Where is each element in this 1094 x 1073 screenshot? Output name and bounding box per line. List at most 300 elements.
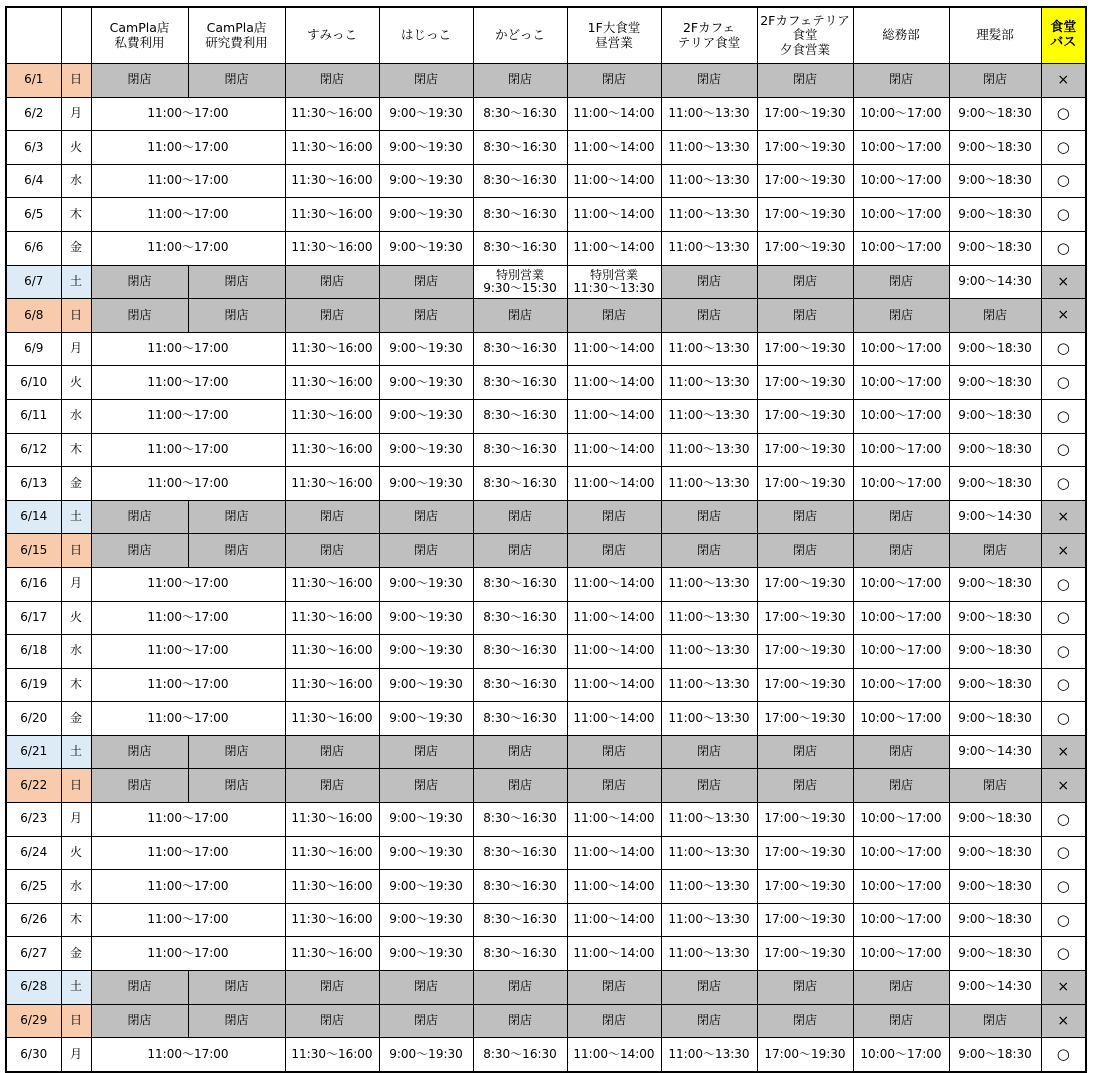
sumikko-hours-cell: 11:30〜16:00 xyxy=(285,903,379,937)
date-cell: 6/18 xyxy=(6,635,61,669)
bus-unavailable-cell: × xyxy=(1041,735,1086,769)
barber-hours-cell: 9:00〜18:30 xyxy=(949,97,1041,131)
table-row xyxy=(6,131,1086,165)
header-cafeteria-bus: 食堂 バス xyxy=(1041,7,1086,64)
bus-available-cell: ○ xyxy=(1041,668,1086,702)
kadokko-hours-cell: 閉店 xyxy=(473,500,567,534)
barber-hours-cell: 9:00〜18:30 xyxy=(949,803,1041,837)
weekday-cell: 木 xyxy=(61,433,91,467)
weekday-cell: 月 xyxy=(61,1038,91,1072)
bus-unavailable-cell: × xyxy=(1041,534,1086,568)
2f-cafeteria-dinner-hours-cell: 閉店 xyxy=(757,971,853,1005)
general-affairs-hours-cell: 10:00〜17:00 xyxy=(853,131,949,165)
hajikko-hours-cell: 9:00〜19:30 xyxy=(379,97,473,131)
weekday-cell: 水 xyxy=(61,870,91,904)
barber-hours-cell: 9:00〜18:30 xyxy=(949,937,1041,971)
2f-cafeteria-dinner-hours-cell: 17:00〜19:30 xyxy=(757,803,853,837)
table-row xyxy=(6,467,1086,501)
date-cell: 6/29 xyxy=(6,1004,61,1038)
bus-available-cell: ○ xyxy=(1041,399,1086,433)
sumikko-hours-cell: 11:30〜16:00 xyxy=(285,1038,379,1072)
date-cell: 6/6 xyxy=(6,231,61,265)
2f-cafeteria-dinner-hours-cell: 閉店 xyxy=(757,265,853,299)
general-affairs-hours-cell: 閉店 xyxy=(853,265,949,299)
weekday-cell: 日 xyxy=(61,769,91,803)
general-affairs-hours-cell: 10:00〜17:00 xyxy=(853,399,949,433)
barber-hours-cell: 9:00〜18:30 xyxy=(949,567,1041,601)
hajikko-hours-cell: 9:00〜19:30 xyxy=(379,131,473,165)
2f-cafeteria-hours-cell: 11:00〜13:30 xyxy=(661,903,757,937)
sumikko-hours-cell: 閉店 xyxy=(285,971,379,1005)
hajikko-hours-cell: 9:00〜19:30 xyxy=(379,1038,473,1072)
header-2f-cafeteria: 2Fカフェ テリア食堂 xyxy=(661,7,757,64)
campla-research-hours-cell: 閉店 xyxy=(188,64,285,98)
2f-cafeteria-hours-cell: 11:00〜13:30 xyxy=(661,635,757,669)
campla-research-hours-cell: 閉店 xyxy=(188,500,285,534)
bus-available-cell: ○ xyxy=(1041,231,1086,265)
1f-cafeteria-hours-cell: 11:00〜14:00 xyxy=(567,668,661,702)
kadokko-hours-cell: 8:30〜16:30 xyxy=(473,332,567,366)
weekday-cell: 日 xyxy=(61,299,91,333)
kadokko-hours-cell: 8:30〜16:30 xyxy=(473,131,567,165)
kadokko-hours-cell: 8:30〜16:30 xyxy=(473,903,567,937)
barber-hours-cell: 9:00〜18:30 xyxy=(949,131,1041,165)
2f-cafeteria-hours-cell: 11:00〜13:30 xyxy=(661,399,757,433)
date-cell: 6/5 xyxy=(6,198,61,232)
1f-cafeteria-hours-cell: 11:00〜14:00 xyxy=(567,198,661,232)
kadokko-hours-cell: 8:30〜16:30 xyxy=(473,1038,567,1072)
2f-cafeteria-hours-cell: 11:00〜13:30 xyxy=(661,231,757,265)
barber-hours-cell: 9:00〜18:30 xyxy=(949,635,1041,669)
2f-cafeteria-hours-cell: 11:00〜13:30 xyxy=(661,332,757,366)
2f-cafeteria-dinner-hours-cell: 17:00〜19:30 xyxy=(757,1038,853,1072)
weekday-cell: 月 xyxy=(61,97,91,131)
campla-private-hours-cell: 閉店 xyxy=(91,735,188,769)
campla-private-hours-cell: 閉店 xyxy=(91,534,188,568)
2f-cafeteria-dinner-hours-cell: 17:00〜19:30 xyxy=(757,567,853,601)
table-row xyxy=(6,64,1086,98)
date-cell: 6/12 xyxy=(6,433,61,467)
hajikko-hours-cell: 9:00〜19:30 xyxy=(379,433,473,467)
header-campla-research: CamPla店 研究費利用 xyxy=(188,7,285,64)
sumikko-hours-cell: 11:30〜16:00 xyxy=(285,231,379,265)
hajikko-hours-cell: 9:00〜19:30 xyxy=(379,567,473,601)
general-affairs-hours-cell: 閉店 xyxy=(853,299,949,333)
sumikko-hours-cell: 11:30〜16:00 xyxy=(285,601,379,635)
sumikko-hours-cell: 11:30〜16:00 xyxy=(285,399,379,433)
table-row xyxy=(6,735,1086,769)
bus-unavailable-cell: × xyxy=(1041,1004,1086,1038)
barber-hours-cell: 閉店 xyxy=(949,299,1041,333)
kadokko-hours-cell: 8:30〜16:30 xyxy=(473,433,567,467)
header-sumikko: すみっこ xyxy=(285,7,379,64)
1f-cafeteria-hours-cell: 11:00〜14:00 xyxy=(567,131,661,165)
campla-research-hours-cell: 閉店 xyxy=(188,265,285,299)
1f-cafeteria-hours-cell: 閉店 xyxy=(567,1004,661,1038)
hajikko-hours-cell: 9:00〜19:30 xyxy=(379,635,473,669)
2f-cafeteria-dinner-hours-cell: 閉店 xyxy=(757,299,853,333)
table-row xyxy=(6,231,1086,265)
table-row xyxy=(6,164,1086,198)
1f-cafeteria-hours-cell: 11:00〜14:00 xyxy=(567,1038,661,1072)
campla-research-hours-cell: 閉店 xyxy=(188,1004,285,1038)
hajikko-hours-cell: 9:00〜19:30 xyxy=(379,332,473,366)
campla-hours-cell: 11:00〜17:00 xyxy=(91,131,285,165)
1f-cafeteria-hours-cell: 11:00〜14:00 xyxy=(567,601,661,635)
date-cell: 6/4 xyxy=(6,164,61,198)
header-day xyxy=(61,7,91,64)
general-affairs-hours-cell: 10:00〜17:00 xyxy=(853,366,949,400)
hajikko-hours-cell: 9:00〜19:30 xyxy=(379,937,473,971)
2f-cafeteria-hours-cell: 閉店 xyxy=(661,971,757,1005)
header-2f-cafeteria-dinner: 2Fカフェテリア 食堂 夕食営業 xyxy=(757,7,853,64)
campla-research-hours-cell: 閉店 xyxy=(188,769,285,803)
weekday-cell: 水 xyxy=(61,399,91,433)
date-cell: 6/23 xyxy=(6,803,61,837)
sumikko-hours-cell: 閉店 xyxy=(285,265,379,299)
hajikko-hours-cell: 閉店 xyxy=(379,735,473,769)
header-barber: 理髪部 xyxy=(949,7,1041,64)
kadokko-hours-cell: 8:30〜16:30 xyxy=(473,601,567,635)
1f-cafeteria-hours-cell: 閉店 xyxy=(567,500,661,534)
barber-hours-cell: 9:00〜18:30 xyxy=(949,903,1041,937)
schedule-container xyxy=(5,6,1087,1073)
table-row xyxy=(6,668,1086,702)
2f-cafeteria-hours-cell: 閉店 xyxy=(661,769,757,803)
sumikko-hours-cell: 11:30〜16:00 xyxy=(285,433,379,467)
1f-cafeteria-hours-cell: 11:00〜14:00 xyxy=(567,231,661,265)
table-row xyxy=(6,601,1086,635)
1f-cafeteria-hours-cell: 11:00〜14:00 xyxy=(567,433,661,467)
hajikko-hours-cell: 閉店 xyxy=(379,534,473,568)
general-affairs-hours-cell: 10:00〜17:00 xyxy=(853,937,949,971)
2f-cafeteria-dinner-hours-cell: 17:00〜19:30 xyxy=(757,366,853,400)
kadokko-hours-cell: 8:30〜16:30 xyxy=(473,97,567,131)
2f-cafeteria-dinner-hours-cell: 17:00〜19:30 xyxy=(757,164,853,198)
sumikko-hours-cell: 閉店 xyxy=(285,769,379,803)
table-row xyxy=(6,567,1086,601)
general-affairs-hours-cell: 10:00〜17:00 xyxy=(853,1038,949,1072)
2f-cafeteria-dinner-hours-cell: 17:00〜19:30 xyxy=(757,702,853,736)
2f-cafeteria-hours-cell: 11:00〜13:30 xyxy=(661,668,757,702)
2f-cafeteria-hours-cell: 閉店 xyxy=(661,64,757,98)
campla-hours-cell: 11:00〜17:00 xyxy=(91,198,285,232)
sumikko-hours-cell: 11:30〜16:00 xyxy=(285,870,379,904)
2f-cafeteria-dinner-hours-cell: 17:00〜19:30 xyxy=(757,131,853,165)
weekday-cell: 土 xyxy=(61,265,91,299)
2f-cafeteria-dinner-hours-cell: 17:00〜19:30 xyxy=(757,937,853,971)
general-affairs-hours-cell: 10:00〜17:00 xyxy=(853,803,949,837)
1f-cafeteria-hours-cell: 11:00〜14:00 xyxy=(567,903,661,937)
sumikko-hours-cell: 11:30〜16:00 xyxy=(285,937,379,971)
2f-cafeteria-dinner-hours-cell: 17:00〜19:30 xyxy=(757,903,853,937)
table-row xyxy=(6,635,1086,669)
general-affairs-hours-cell: 10:00〜17:00 xyxy=(853,702,949,736)
bus-available-cell: ○ xyxy=(1041,870,1086,904)
2f-cafeteria-hours-cell: 11:00〜13:30 xyxy=(661,567,757,601)
general-affairs-hours-cell: 閉店 xyxy=(853,534,949,568)
date-cell: 6/30 xyxy=(6,1038,61,1072)
hajikko-hours-cell: 9:00〜19:30 xyxy=(379,198,473,232)
sumikko-hours-cell: 11:30〜16:00 xyxy=(285,567,379,601)
campla-hours-cell: 11:00〜17:00 xyxy=(91,231,285,265)
barber-hours-cell: 9:00〜18:30 xyxy=(949,164,1041,198)
sumikko-hours-cell: 閉店 xyxy=(285,299,379,333)
1f-cafeteria-hours-cell: 11:00〜14:00 xyxy=(567,332,661,366)
hajikko-hours-cell: 閉店 xyxy=(379,971,473,1005)
sumikko-hours-cell: 11:30〜16:00 xyxy=(285,131,379,165)
campla-hours-cell: 11:00〜17:00 xyxy=(91,567,285,601)
general-affairs-hours-cell: 閉店 xyxy=(853,971,949,1005)
bus-unavailable-cell: × xyxy=(1041,265,1086,299)
kadokko-hours-cell: 閉店 xyxy=(473,64,567,98)
campla-research-hours-cell: 閉店 xyxy=(188,534,285,568)
general-affairs-hours-cell: 10:00〜17:00 xyxy=(853,97,949,131)
barber-hours-cell: 閉店 xyxy=(949,769,1041,803)
kadokko-hours-cell: 閉店 xyxy=(473,534,567,568)
hajikko-hours-cell: 9:00〜19:30 xyxy=(379,399,473,433)
kadokko-hours-cell: 8:30〜16:30 xyxy=(473,836,567,870)
campla-hours-cell: 11:00〜17:00 xyxy=(91,366,285,400)
hajikko-hours-cell: 9:00〜19:30 xyxy=(379,803,473,837)
campla-hours-cell: 11:00〜17:00 xyxy=(91,433,285,467)
2f-cafeteria-dinner-hours-cell: 17:00〜19:30 xyxy=(757,870,853,904)
1f-cafeteria-hours-cell: 閉店 xyxy=(567,735,661,769)
2f-cafeteria-hours-cell: 11:00〜13:30 xyxy=(661,601,757,635)
barber-hours-cell: 9:00〜18:30 xyxy=(949,601,1041,635)
bus-available-cell: ○ xyxy=(1041,601,1086,635)
header-kadokko: かどっこ xyxy=(473,7,567,64)
bus-available-cell: ○ xyxy=(1041,803,1086,837)
campla-private-hours-cell: 閉店 xyxy=(91,971,188,1005)
hajikko-hours-cell: 9:00〜19:30 xyxy=(379,601,473,635)
weekday-cell: 土 xyxy=(61,735,91,769)
weekday-cell: 日 xyxy=(61,534,91,568)
campla-hours-cell: 11:00〜17:00 xyxy=(91,803,285,837)
table-row xyxy=(6,803,1086,837)
campla-hours-cell: 11:00〜17:00 xyxy=(91,836,285,870)
general-affairs-hours-cell: 閉店 xyxy=(853,64,949,98)
table-row xyxy=(6,265,1086,299)
sumikko-hours-cell: 11:30〜16:00 xyxy=(285,702,379,736)
weekday-cell: 日 xyxy=(61,1004,91,1038)
weekday-cell: 土 xyxy=(61,971,91,1005)
2f-cafeteria-hours-cell: 11:00〜13:30 xyxy=(661,467,757,501)
1f-cafeteria-hours-cell: 閉店 xyxy=(567,299,661,333)
bus-available-cell: ○ xyxy=(1041,332,1086,366)
weekday-cell: 金 xyxy=(61,231,91,265)
campla-research-hours-cell: 閉店 xyxy=(188,971,285,1005)
barber-hours-cell: 9:00〜14:30 xyxy=(949,500,1041,534)
table-row xyxy=(6,971,1086,1005)
sumikko-hours-cell: 閉店 xyxy=(285,64,379,98)
sumikko-hours-cell: 11:30〜16:00 xyxy=(285,366,379,400)
date-cell: 6/19 xyxy=(6,668,61,702)
2f-cafeteria-dinner-hours-cell: 17:00〜19:30 xyxy=(757,198,853,232)
general-affairs-hours-cell: 閉店 xyxy=(853,1004,949,1038)
header-hajikko: はじっこ xyxy=(379,7,473,64)
date-cell: 6/21 xyxy=(6,735,61,769)
1f-cafeteria-hours-cell: 11:00〜14:00 xyxy=(567,164,661,198)
table-row xyxy=(6,702,1086,736)
business-hours-table xyxy=(5,6,1087,1073)
bus-available-cell: ○ xyxy=(1041,366,1086,400)
kadokko-hours-cell: 8:30〜16:30 xyxy=(473,937,567,971)
2f-cafeteria-dinner-hours-cell: 17:00〜19:30 xyxy=(757,399,853,433)
2f-cafeteria-dinner-hours-cell: 17:00〜19:30 xyxy=(757,467,853,501)
hajikko-hours-cell: 閉店 xyxy=(379,265,473,299)
hajikko-hours-cell: 閉店 xyxy=(379,64,473,98)
campla-hours-cell: 11:00〜17:00 xyxy=(91,870,285,904)
hajikko-hours-cell: 9:00〜19:30 xyxy=(379,366,473,400)
2f-cafeteria-hours-cell: 閉店 xyxy=(661,534,757,568)
1f-cafeteria-hours-cell: 閉店 xyxy=(567,769,661,803)
campla-private-hours-cell: 閉店 xyxy=(91,299,188,333)
general-affairs-hours-cell: 閉店 xyxy=(853,769,949,803)
weekday-cell: 木 xyxy=(61,198,91,232)
bus-available-cell: ○ xyxy=(1041,467,1086,501)
hajikko-hours-cell: 9:00〜19:30 xyxy=(379,702,473,736)
bus-unavailable-cell: × xyxy=(1041,299,1086,333)
table-row xyxy=(6,198,1086,232)
campla-research-hours-cell: 閉店 xyxy=(188,735,285,769)
weekday-cell: 木 xyxy=(61,668,91,702)
bus-available-cell: ○ xyxy=(1041,198,1086,232)
hajikko-hours-cell: 9:00〜19:30 xyxy=(379,668,473,702)
kadokko-hours-cell: 閉店 xyxy=(473,735,567,769)
campla-hours-cell: 11:00〜17:00 xyxy=(91,399,285,433)
table-row xyxy=(6,500,1086,534)
barber-hours-cell: 9:00〜18:30 xyxy=(949,1038,1041,1072)
2f-cafeteria-dinner-hours-cell: 17:00〜19:30 xyxy=(757,601,853,635)
table-row xyxy=(6,433,1086,467)
barber-hours-cell: 9:00〜18:30 xyxy=(949,399,1041,433)
weekday-cell: 日 xyxy=(61,64,91,98)
header-campla-private: CamPla店 私費利用 xyxy=(91,7,188,64)
weekday-cell: 月 xyxy=(61,567,91,601)
1f-cafeteria-hours-cell: 11:00〜14:00 xyxy=(567,836,661,870)
hajikko-hours-cell: 閉店 xyxy=(379,1004,473,1038)
bus-available-cell: ○ xyxy=(1041,131,1086,165)
hajikko-hours-cell: 9:00〜19:30 xyxy=(379,836,473,870)
kadokko-hours-cell: 8:30〜16:30 xyxy=(473,567,567,601)
weekday-cell: 火 xyxy=(61,601,91,635)
kadokko-hours-cell: 特別営業 9:30〜15:30 xyxy=(473,265,567,299)
general-affairs-hours-cell: 10:00〜17:00 xyxy=(853,433,949,467)
general-affairs-hours-cell: 10:00〜17:00 xyxy=(853,567,949,601)
bus-available-cell: ○ xyxy=(1041,164,1086,198)
hajikko-hours-cell: 閉店 xyxy=(379,299,473,333)
bus-available-cell: ○ xyxy=(1041,836,1086,870)
2f-cafeteria-hours-cell: 閉店 xyxy=(661,500,757,534)
1f-cafeteria-hours-cell: 11:00〜14:00 xyxy=(567,635,661,669)
sumikko-hours-cell: 閉店 xyxy=(285,500,379,534)
date-cell: 6/9 xyxy=(6,332,61,366)
table-row xyxy=(6,903,1086,937)
sumikko-hours-cell: 閉店 xyxy=(285,534,379,568)
table-row xyxy=(6,1004,1086,1038)
campla-hours-cell: 11:00〜17:00 xyxy=(91,467,285,501)
hajikko-hours-cell: 閉店 xyxy=(379,500,473,534)
sumikko-hours-cell: 11:30〜16:00 xyxy=(285,635,379,669)
kadokko-hours-cell: 8:30〜16:30 xyxy=(473,198,567,232)
2f-cafeteria-dinner-hours-cell: 17:00〜19:30 xyxy=(757,668,853,702)
campla-private-hours-cell: 閉店 xyxy=(91,64,188,98)
table-row xyxy=(6,937,1086,971)
sumikko-hours-cell: 11:30〜16:00 xyxy=(285,164,379,198)
2f-cafeteria-hours-cell: 11:00〜13:30 xyxy=(661,164,757,198)
kadokko-hours-cell: 8:30〜16:30 xyxy=(473,668,567,702)
general-affairs-hours-cell: 10:00〜17:00 xyxy=(853,668,949,702)
bus-available-cell: ○ xyxy=(1041,433,1086,467)
barber-hours-cell: 閉店 xyxy=(949,1004,1041,1038)
campla-private-hours-cell: 閉店 xyxy=(91,265,188,299)
1f-cafeteria-hours-cell: 11:00〜14:00 xyxy=(567,97,661,131)
1f-cafeteria-hours-cell: 11:00〜14:00 xyxy=(567,870,661,904)
1f-cafeteria-hours-cell: 11:00〜14:00 xyxy=(567,937,661,971)
general-affairs-hours-cell: 10:00〜17:00 xyxy=(853,635,949,669)
sumikko-hours-cell: 11:30〜16:00 xyxy=(285,198,379,232)
sumikko-hours-cell: 11:30〜16:00 xyxy=(285,332,379,366)
general-affairs-hours-cell: 10:00〜17:00 xyxy=(853,836,949,870)
weekday-cell: 火 xyxy=(61,131,91,165)
date-cell: 6/10 xyxy=(6,366,61,400)
sumikko-hours-cell: 閉店 xyxy=(285,1004,379,1038)
table-row xyxy=(6,1038,1086,1072)
2f-cafeteria-hours-cell: 11:00〜13:30 xyxy=(661,937,757,971)
hajikko-hours-cell: 9:00〜19:30 xyxy=(379,164,473,198)
kadokko-hours-cell: 8:30〜16:30 xyxy=(473,635,567,669)
table-row xyxy=(6,836,1086,870)
general-affairs-hours-cell: 閉店 xyxy=(853,735,949,769)
schedule-body xyxy=(6,64,1086,1072)
campla-hours-cell: 11:00〜17:00 xyxy=(91,635,285,669)
2f-cafeteria-hours-cell: 11:00〜13:30 xyxy=(661,803,757,837)
sumikko-hours-cell: 11:30〜16:00 xyxy=(285,803,379,837)
2f-cafeteria-hours-cell: 11:00〜13:30 xyxy=(661,131,757,165)
sumikko-hours-cell: 11:30〜16:00 xyxy=(285,668,379,702)
barber-hours-cell: 閉店 xyxy=(949,534,1041,568)
weekday-cell: 土 xyxy=(61,500,91,534)
date-cell: 6/17 xyxy=(6,601,61,635)
hajikko-hours-cell: 9:00〜19:30 xyxy=(379,870,473,904)
date-cell: 6/7 xyxy=(6,265,61,299)
kadokko-hours-cell: 8:30〜16:30 xyxy=(473,702,567,736)
barber-hours-cell: 9:00〜18:30 xyxy=(949,836,1041,870)
date-cell: 6/13 xyxy=(6,467,61,501)
2f-cafeteria-dinner-hours-cell: 17:00〜19:30 xyxy=(757,97,853,131)
weekday-cell: 月 xyxy=(61,803,91,837)
date-cell: 6/28 xyxy=(6,971,61,1005)
header-1f-cafeteria: 1F大食堂 昼営業 xyxy=(567,7,661,64)
barber-hours-cell: 9:00〜18:30 xyxy=(949,702,1041,736)
campla-hours-cell: 11:00〜17:00 xyxy=(91,702,285,736)
date-cell: 6/1 xyxy=(6,64,61,98)
sumikko-hours-cell: 11:30〜16:00 xyxy=(285,836,379,870)
barber-hours-cell: 9:00〜14:30 xyxy=(949,735,1041,769)
2f-cafeteria-hours-cell: 11:00〜13:30 xyxy=(661,836,757,870)
bus-unavailable-cell: × xyxy=(1041,769,1086,803)
weekday-cell: 月 xyxy=(61,332,91,366)
kadokko-hours-cell: 閉店 xyxy=(473,1004,567,1038)
1f-cafeteria-hours-cell: 11:00〜14:00 xyxy=(567,567,661,601)
date-cell: 6/16 xyxy=(6,567,61,601)
1f-cafeteria-hours-cell: 閉店 xyxy=(567,534,661,568)
date-cell: 6/24 xyxy=(6,836,61,870)
kadokko-hours-cell: 閉店 xyxy=(473,971,567,1005)
sumikko-hours-cell: 11:30〜16:00 xyxy=(285,467,379,501)
2f-cafeteria-dinner-hours-cell: 17:00〜19:30 xyxy=(757,635,853,669)
